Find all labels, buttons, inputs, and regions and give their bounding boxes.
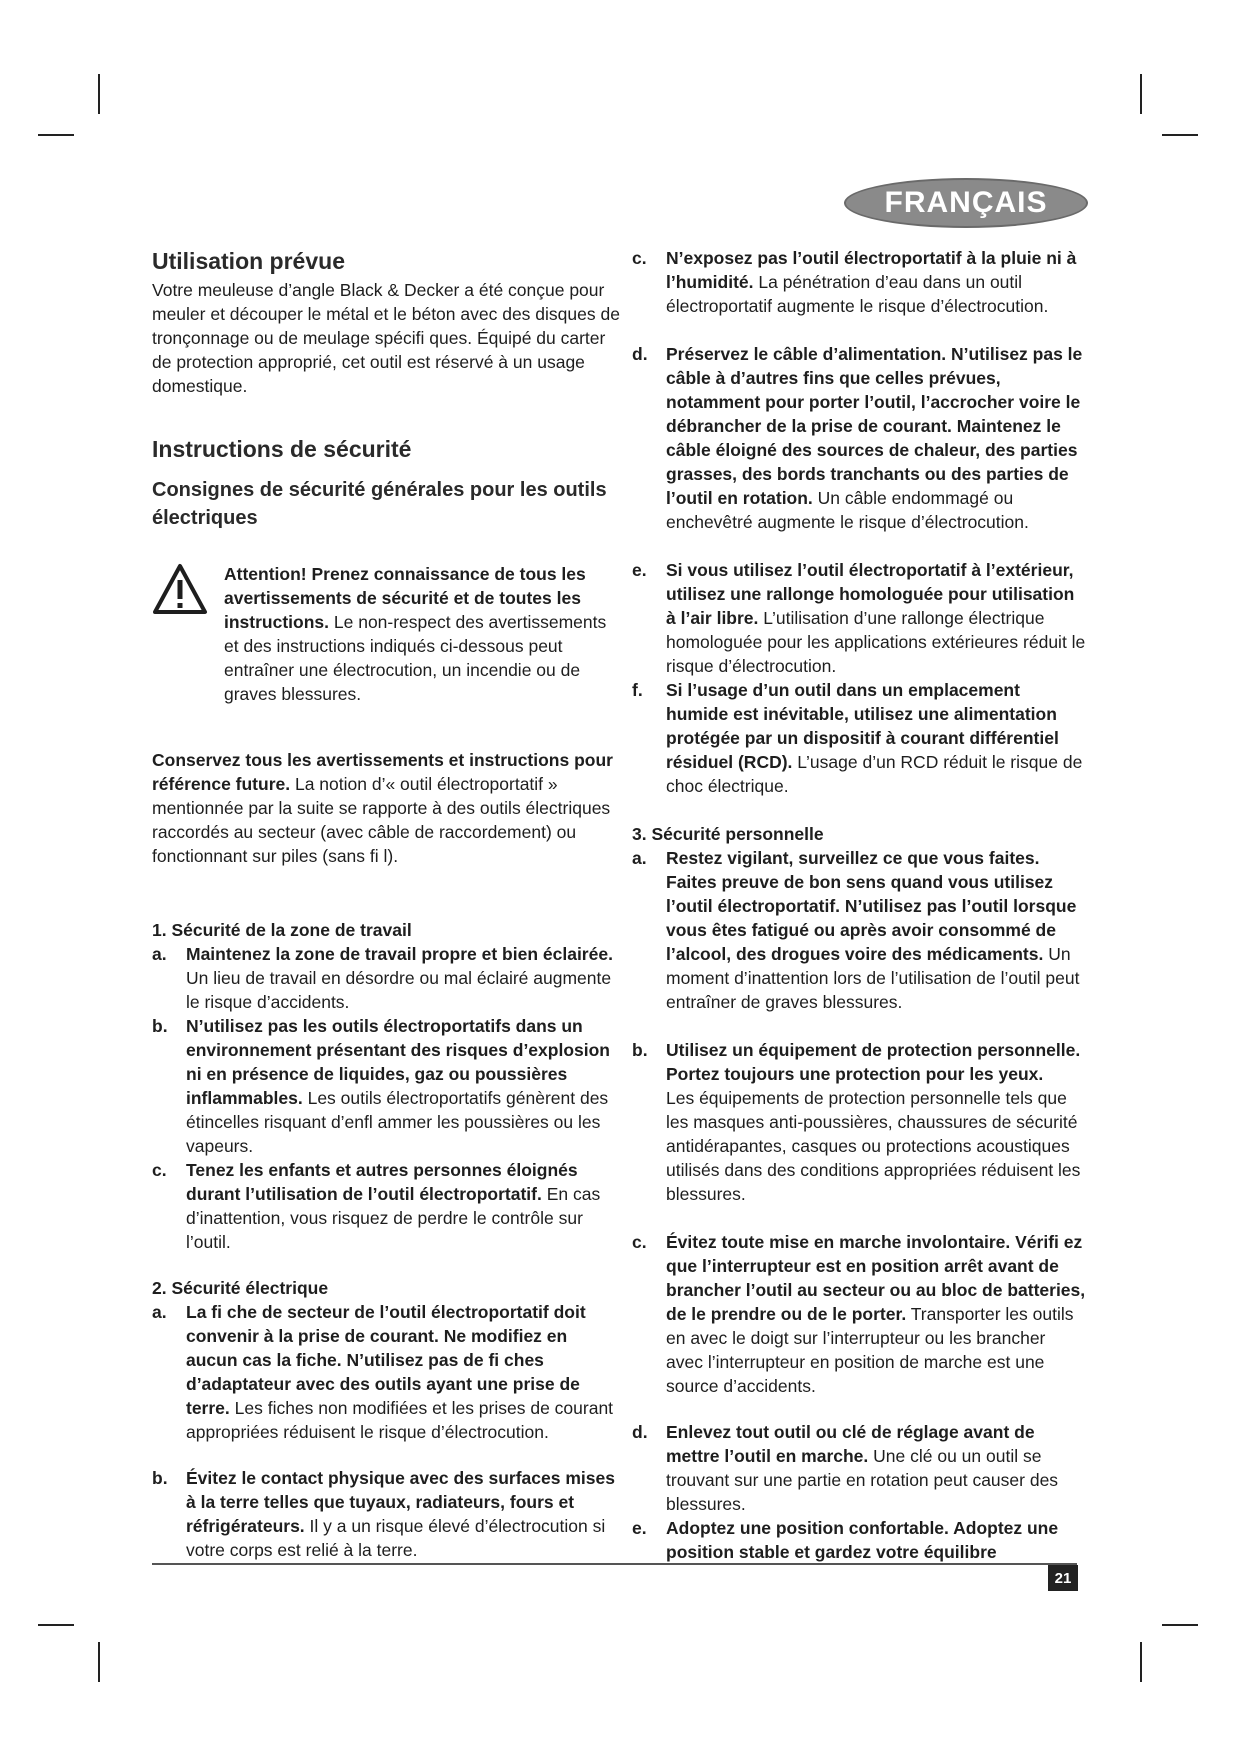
crop-mark — [98, 1642, 100, 1682]
crop-mark — [38, 134, 74, 136]
crop-mark — [98, 74, 100, 114]
keep-bold: Conservez tous les avertissements et instructions pour référence future. — [152, 750, 613, 794]
personal-title: 3. Sécurité personnelle — [632, 824, 824, 844]
work-area-item-a: a. Maintenez la zone de travail propre et bien éclairée. Un lieu de travail en désordre ou mal éclairé augmente le risque d’accidents. — [152, 944, 613, 1012]
warning-text: Le non-respect des avertissements et des instructions indiqués ci-dessous peut entraîner une électrocution, un incendie ou de graves blessures. — [224, 612, 607, 704]
electrical-item-c: c. N’exposez pas l’outil électroportatif à la pluie ni à l’humidité. La pénétration d’eau dans un outil électroportatif augmente le risque d’électrocution. — [632, 248, 1077, 316]
work-area-item-b: b. N’utilisez pas les outils électroportatifs dans un environnement présentant des risques d’explosion ni en présence de liquides, gaz ou poussières inflammables. Les outils électroportatifs génèrent des étincelles risquant d’enfl ammer les poussières ou les vapeurs. — [152, 1016, 610, 1156]
intended-use-text: Votre meuleuse d’angle Black & Decker a été conçue pour meuler et découper le métal et le béton avec des disques de tronçonnage ou de meulage spécifi ques. Équipé du carter de protection approprié, cet outil est réservé à un usage domestique. — [152, 280, 620, 396]
personal-item-c: c. Évitez toute mise en marche involontaire. Vérifi ez que l’interrupteur est en position arrêt avant de brancher l’outil au secteur ou au bloc de batteries, de le prendre ou de le porter. Transporter les outils en avec le doigt sur l’interrupteur ou les brancher avec l’interrupteur en position de marche est une source d’accidents. — [632, 1232, 1086, 1396]
crop-mark — [1140, 1642, 1142, 1682]
personal-item-b: b. Utilisez un équipement de protection personnelle. Portez toujours une protection pour les yeux. Les équipements de protection personnelle tels que les masques anti-poussières, chaussures de sécurité antidérapantes, casques ou protections acoustiques utilisés dans des conditions appropriées réduisent les blessures. — [632, 1040, 1081, 1204]
crop-mark — [1162, 1624, 1198, 1626]
personal-item-d: d. Enlevez tout outil ou clé de réglage avant de mettre l’outil en marche. Une clé ou un outil se trouvant sur une partie en rotation peut causer des blessures. — [632, 1422, 1059, 1514]
work-area-item-c: c. Tenez les enfants et autres personnes éloignés durant l’utilisation de l’outil électroportatif. En cas d’inattention, vous risquez de perdre le contrôle sur l’outil. — [152, 1160, 601, 1252]
keep-text: La notion d’« outil électroportatif » mentionnée par la suite se rapporte à des outils électriques raccordés au secteur (avec câble de raccordement) ou fonctionnant sur piles (sans fi l). — [152, 774, 611, 866]
footer-rule — [152, 1563, 1077, 1565]
crop-mark — [1162, 134, 1198, 136]
crop-mark — [1140, 74, 1142, 114]
personal-item-e: e. Adoptez une position confortable. Adoptez une position stable et gardez votre équilibre — [632, 1518, 1059, 1562]
electrical-item-d: d. Préservez le câble d’alimentation. N’utilisez pas le câble à d’autres fins que celles prévues, notamment pour porter l’outil, l’accrocher voire le débrancher de la prise de courant. Maintenez le câble éloigné des sources de chaleur, des parties grasses, des bords tranchants ou des parties de l’outil en rotation. Un câble endommagé ou enchevêtré augmente le risque d’électrocution. — [632, 344, 1083, 532]
electrical-item-f: f. Si l’usage d’un outil dans un emplacement humide est inévitable, utilisez une alimentation protégée par un dispositif à courant différentiel résiduel (RCD). L’usage d’un RCD réduit le risque de choc électrique. — [632, 680, 1083, 796]
electrical-title: 2. Sécurité électrique — [152, 1278, 329, 1298]
warning-bold: Attention! Prenez connaissance de tous les avertissements de sécurité et de toutes les instructions. — [224, 564, 586, 632]
electrical-item-b: b. Évitez le contact physique avec des surfaces mises à la terre telles que tuyaux, radiateurs, fours et réfrigérateurs. Il y a un risque élevé d’électrocution si votre corps est relié à la terre. — [152, 1468, 615, 1560]
electrical-item-e: e. Si vous utilisez l’outil électroportatif à l’extérieur, utilisez une rallonge homologuée pour utilisation à l’air libre. L’utilisation d’une rallonge électrique homologuée pour les applications extérieures réduit le risque d’électrocution. — [632, 560, 1086, 676]
keep-paragraph — [152, 748, 622, 868]
language-badge: FRANÇAIS — [844, 178, 1088, 228]
safety-title: Instructions de sécurité — [152, 436, 412, 462]
crop-mark — [38, 1624, 74, 1626]
personal-item-a: a. Restez vigilant, surveillez ce que vous faites. Faites preuve de bon sens quand vous utilisez l’outil électroportatif. N’utilisez pas l’outil lorsque vous êtes fatigué ou après avoir consommé de l’alcool, des drogues voire des médicaments. Un moment d’inattention lors de l’utilisation de l’outil peut entraîner de graves blessures. — [632, 848, 1080, 1012]
page-number: 21 — [1048, 1565, 1078, 1591]
safety-subtitle: Consignes de sécurité générales pour les outils électriques — [152, 479, 607, 529]
warning-paragraph — [224, 562, 612, 706]
warning-triangle-icon — [152, 563, 208, 615]
electrical-item-a: a. La fi che de secteur de l’outil électroportatif doit convenir à la prise de courant. Ne modifiez en aucun cas la fiche. N’utilisez pas de fi ches d’adaptateur avec des outils ayant une prise de terre. Les fiches non modifiées et les prises de courant appropriées réduisent le risque d’électrocution. — [152, 1302, 614, 1442]
work-area-title: 1. Sécurité de la zone de travail — [152, 920, 412, 940]
intended-use-title: Utilisation prévue — [152, 248, 345, 274]
